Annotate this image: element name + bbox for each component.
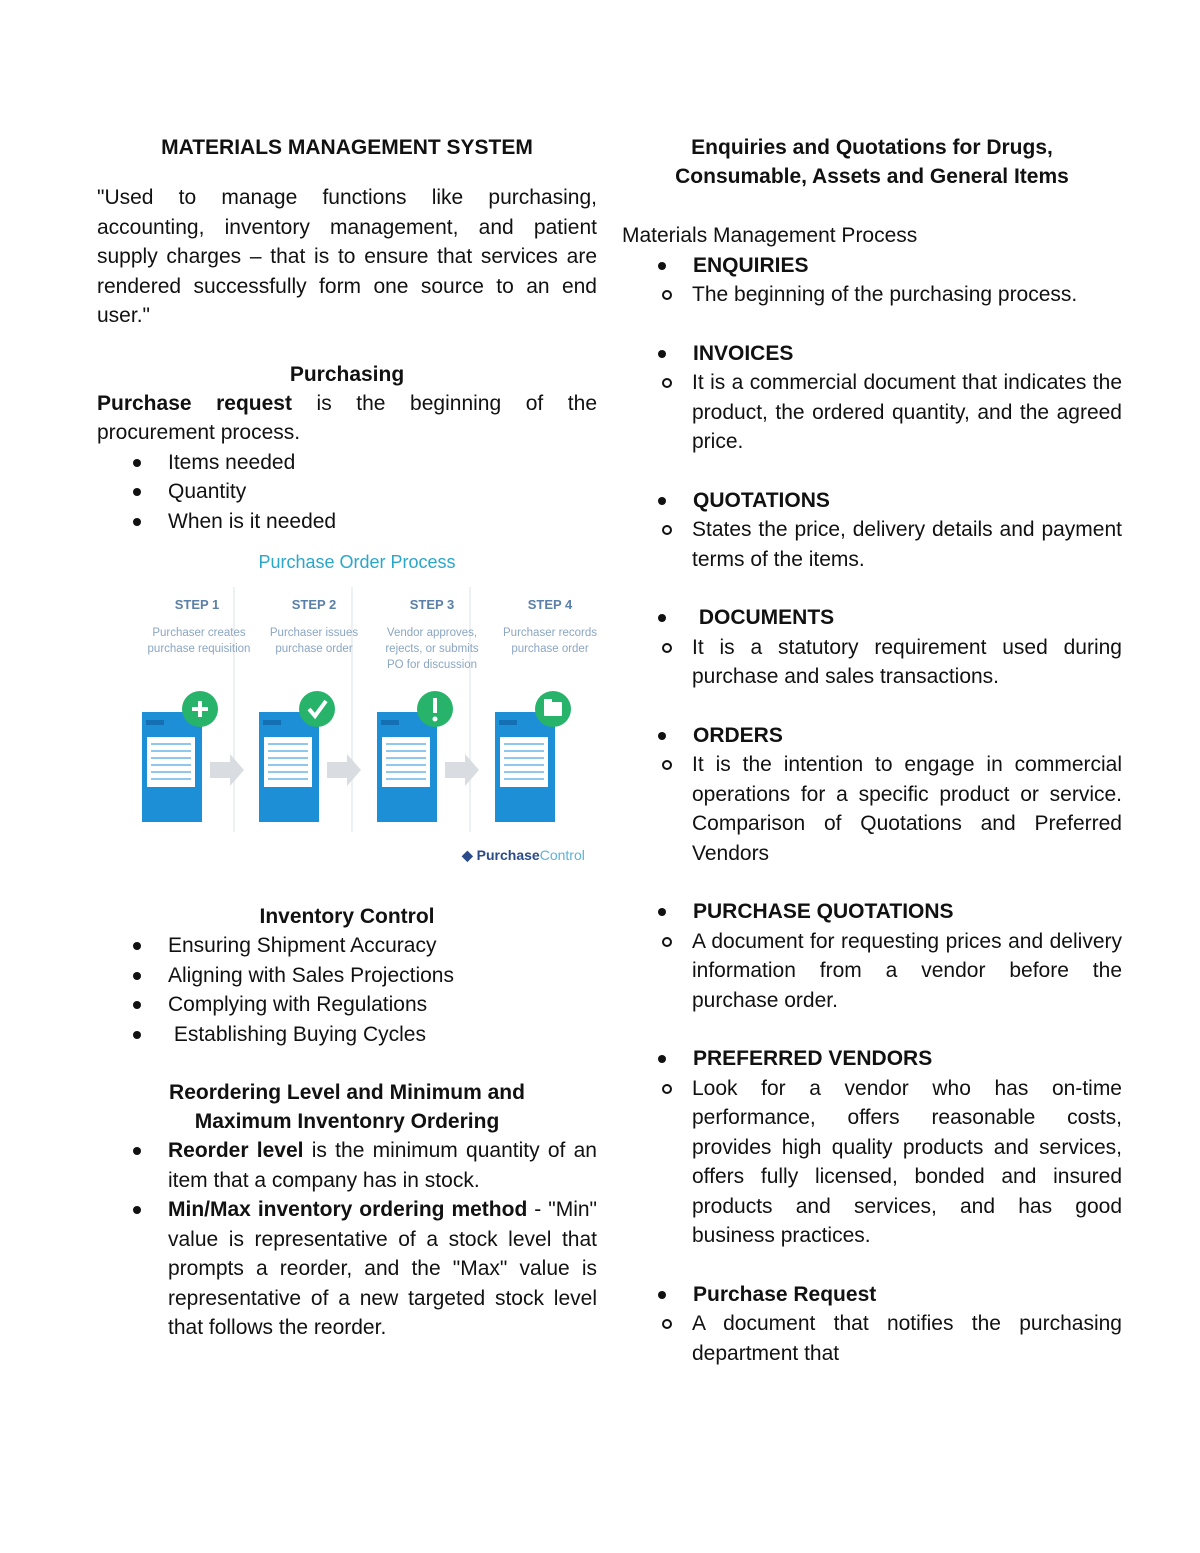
list-item — [97, 1195, 597, 1343]
document-tab — [499, 720, 517, 725]
minmax-rest: - "Min" value is representative of a stock level that prompts a reorder, and the "Max" value is representative of a new targeted stock level that follows the reorder. — [168, 1198, 597, 1339]
process-item-sublist — [622, 1309, 1122, 1368]
process-arrow — [445, 754, 479, 786]
reorder-level-term: Reorder level — [168, 1139, 304, 1162]
step-1-desc: Purchaser creates purchase requisition — [147, 627, 251, 655]
process-item-description: The beginning of the purchasing process. — [622, 280, 1122, 310]
brand-control: Control — [539, 847, 585, 863]
process-item-description: It is the intention to engage in commercial operations for a specific product or service. Comparison of Quotations and Preferred Vendors — [622, 750, 1122, 868]
process-item-sublist — [622, 280, 1122, 310]
right-title-line-2: Consumable, Assets and General Items — [675, 165, 1069, 188]
process-item — [622, 1280, 1122, 1369]
step-3-label: STEP 3 — [409, 597, 455, 612]
step-3-desc: Vendor approves, rejects, or submits PO for discussion — [385, 627, 479, 671]
process-item-heading: Purchase Request — [693, 1282, 877, 1306]
step-2-label: STEP 2 — [291, 597, 337, 612]
process-item-heading: PURCHASE QUOTATIONS — [693, 900, 954, 923]
purchase-request-term: Purchase request — [97, 391, 292, 415]
list-item: Aligning with Sales Projections — [97, 961, 597, 991]
folder-body — [544, 702, 562, 716]
process-item-sublist — [622, 927, 1122, 1016]
process-item-sublist — [622, 633, 1122, 692]
process-item — [622, 486, 1122, 575]
step-4-desc: Purchaser records purchase order — [503, 627, 597, 655]
purchasing-heading: Purchasing — [289, 362, 405, 386]
check-icon — [299, 691, 335, 727]
process-item — [622, 1044, 1122, 1251]
process-graphic — [122, 542, 592, 882]
inventory-heading: Inventory Control — [259, 905, 435, 928]
process-item-description: It is a commercial document that indicates the product, the ordered quantity, and the agreed price. — [622, 368, 1122, 457]
folder-tab — [544, 699, 552, 703]
process-item — [622, 603, 1122, 692]
process-item-heading: ORDERS — [693, 723, 783, 747]
document-tab — [263, 720, 281, 725]
reorder-level-rest: is the minimum quantity of an item that a company has in stock. — [168, 1139, 597, 1192]
process-arrow — [327, 754, 361, 786]
list-item — [97, 1136, 597, 1195]
process-arrow — [210, 754, 244, 786]
purchasecontrol-logo: ◆ PurchaseControl — [462, 847, 585, 863]
list-item: Complying with Regulations — [97, 990, 597, 1020]
brand-purchase: Purchase — [476, 847, 540, 863]
process-item — [622, 897, 1122, 1015]
process-item-heading: DOCUMENTS — [693, 606, 835, 629]
purchase-request-paragraph — [97, 389, 597, 448]
process-item-description: Look for a vendor who has on-time performance, offers reasonable costs, provides high quality products and services, offers fully licensed, bonded and insured products and services, and has good business practices. — [622, 1074, 1122, 1251]
list-item: When is it needed — [97, 507, 597, 537]
process-item-description: States the price, delivery details and payment terms of the items. — [622, 515, 1122, 574]
process-item-heading: ENQUIRIES — [693, 253, 809, 277]
inventory-list — [97, 931, 597, 1049]
reorder-heading-1: Reordering Level and Minimum and — [169, 1081, 525, 1104]
process-item-description: A document for requesting prices and delivery information from a vendor before the purchase order. — [622, 927, 1122, 1016]
step-1-label: STEP 1 — [174, 597, 220, 612]
process-item — [622, 721, 1122, 869]
process-list — [622, 251, 1122, 1369]
purchasing-list — [97, 448, 597, 537]
process-item-sublist — [622, 1074, 1122, 1251]
exclamation-dot — [433, 717, 438, 722]
step-4-label: STEP 4 — [527, 597, 573, 612]
step-2-desc: Purchaser issues purchase order — [269, 627, 359, 655]
list-item: Establishing Buying Cycles — [97, 1020, 597, 1050]
left-column — [97, 130, 597, 1343]
process-item-sublist — [622, 750, 1122, 868]
process-item-heading: QUOTATIONS — [693, 488, 830, 512]
process-item — [622, 251, 1122, 310]
process-item-heading: INVOICES — [693, 341, 794, 365]
reorder-heading-2: Maximum Inventonry Ordering — [194, 1110, 500, 1133]
purchase-request-rest: is the beginning of the procurement process. — [97, 391, 597, 444]
document-tab — [381, 720, 399, 725]
process-item-description: A document that notifies the purchasing department that — [622, 1309, 1122, 1368]
document-title: MATERIALS MANAGEMENT SYSTEM — [161, 136, 533, 159]
list-item: Items needed — [97, 448, 597, 478]
process-item-heading: PREFERRED VENDORS — [693, 1047, 933, 1070]
process-item — [622, 339, 1122, 457]
list-item: Ensuring Shipment Accuracy — [97, 931, 597, 961]
minmax-term: Min/Max inventory ordering method — [168, 1198, 528, 1221]
right-title-line-1: Enquiries and Quotations for Drugs, — [691, 136, 1053, 159]
right-column — [622, 130, 1122, 1368]
document-tab — [146, 720, 164, 725]
process-item-description: It is a statutory requirement used during purchase and sales transactions. — [622, 633, 1122, 692]
purchase-order-process-figure — [122, 542, 597, 882]
process-intro: Materials Management Process — [622, 224, 918, 247]
figure-title: Purchase Order Process — [258, 552, 456, 572]
process-item-sublist — [622, 368, 1122, 457]
process-item-sublist — [622, 515, 1122, 574]
reorder-list — [97, 1136, 597, 1343]
list-item: Quantity — [97, 477, 597, 507]
definition-quote: "Used to manage functions like purchasing, accounting, inventory management, and patient supply charges – that is to ensure that services are rendered successfully form one source to an end user." — [97, 186, 597, 327]
